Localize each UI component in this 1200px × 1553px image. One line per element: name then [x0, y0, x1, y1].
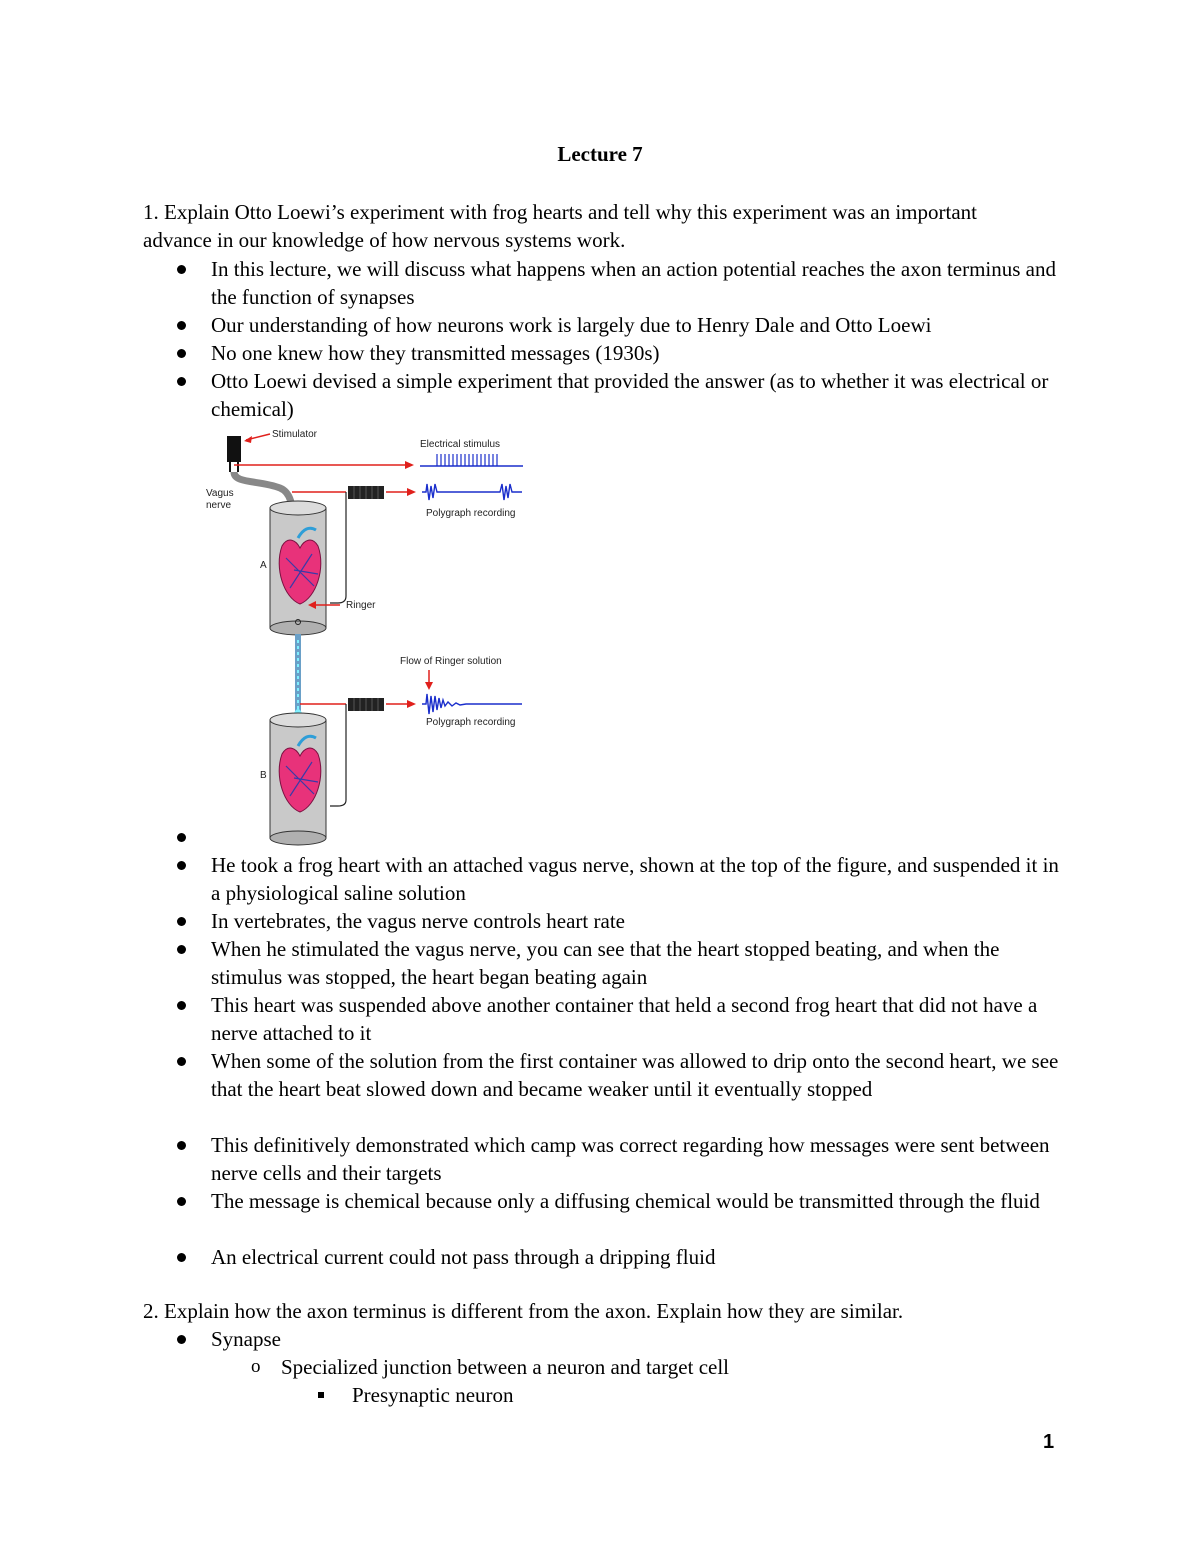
polygraph-label-2: Polygraph recording [426, 717, 516, 728]
flow-label: Flow of Ringer solution [400, 656, 502, 667]
bullet-dot [177, 1057, 186, 1066]
bullet-dot [177, 917, 186, 926]
label-a: A [260, 560, 267, 571]
bullet-item: He took a frog heart with an attached vagus nerve, shown at the top of the figure, and suspended it in a physiological saline solution [211, 853, 1059, 905]
stimulator-box [227, 436, 241, 462]
bullet-item: No one knew how they transmitted messages (1930s) [211, 341, 660, 365]
polygraph-trace-2 [422, 694, 522, 714]
polygraph-trace-1 [422, 484, 522, 500]
bullet-dot [177, 1253, 186, 1262]
bullet-dot [177, 377, 186, 386]
bullet-item: When he stimulated the vagus nerve, you can see that the heart stopped beating, and when the stimulus was stopped, the heart began beating again [211, 937, 1000, 989]
sub-bullet-item: Specialized junction between a neuron and target cell [281, 1355, 730, 1379]
bullet-dot [177, 945, 186, 954]
bullet-item: This definitively demonstrated which camp was correct regarding how messages were sent between nerve cells and their targets [211, 1133, 1050, 1185]
bullet-dot [177, 1197, 186, 1206]
vagus-label-2: nerve [206, 500, 232, 511]
sub-sub-bullet-item: Presynaptic neuron [352, 1383, 514, 1407]
square-bullet [318, 1392, 324, 1398]
vagus-label-1: Vagus [206, 488, 234, 499]
bullet-item: This heart was suspended above another container that held a second frog heart that did not have a nerve attached to it [211, 993, 1038, 1045]
bullet-item: In vertebrates, the vagus nerve controls heart rate [211, 909, 625, 933]
bullet-item: Synapse [211, 1327, 281, 1351]
bullet-item: An electrical current could not pass through a dripping fluid [211, 1245, 716, 1269]
stimulator-label: Stimulator [272, 429, 318, 440]
bullet-dot [177, 833, 186, 842]
question-2: 2. Explain how the axon terminus is different from the axon. Explain how they are similar. [143, 1299, 904, 1323]
label-b: B [260, 770, 267, 781]
bullet-dot [177, 1001, 186, 1010]
bullet-dot [177, 1335, 186, 1344]
bullet-dot [177, 265, 186, 274]
question-1: 1. Explain Otto Loewi’s experiment with frog hearts and tell why this experiment was an important advance in our knowledge of how nervous systems work. [143, 200, 977, 252]
ringer-label: Ringer [346, 600, 376, 611]
bullet-item: In this lecture, we will discuss what happens when an action potential reaches the axon terminus and the function of synapses [211, 257, 1057, 309]
bullet-item: Otto Loewi devised a simple experiment that provided the answer (as to whether it was electrical or chemical) [211, 369, 1049, 421]
bullet-dot [177, 861, 186, 870]
bullet-dot [177, 1141, 186, 1150]
page-number: 1 [1043, 1431, 1055, 1453]
polygraph-label-1: Polygraph recording [426, 508, 516, 519]
loewi-experiment-figure [200, 428, 540, 846]
bullet-item: The message is chemical because only a diffusing chemical would be transmitted through the fluid [211, 1189, 1040, 1213]
bullet-item: Our understanding of how neurons work is largely due to Henry Dale and Otto Loewi [211, 313, 932, 337]
page-title: Lecture 7 [557, 142, 643, 166]
bullet-item: When some of the solution from the first container was allowed to drip onto the second heart, we see that the heart beat slowed down and became weaker until it eventually stopped [211, 1049, 1059, 1101]
bullet-dot [177, 349, 186, 358]
sub-bullet-marker: o [251, 1356, 261, 1377]
bullet-dot [177, 321, 186, 330]
electrical-stimulus-label: Electrical stimulus [420, 439, 501, 450]
